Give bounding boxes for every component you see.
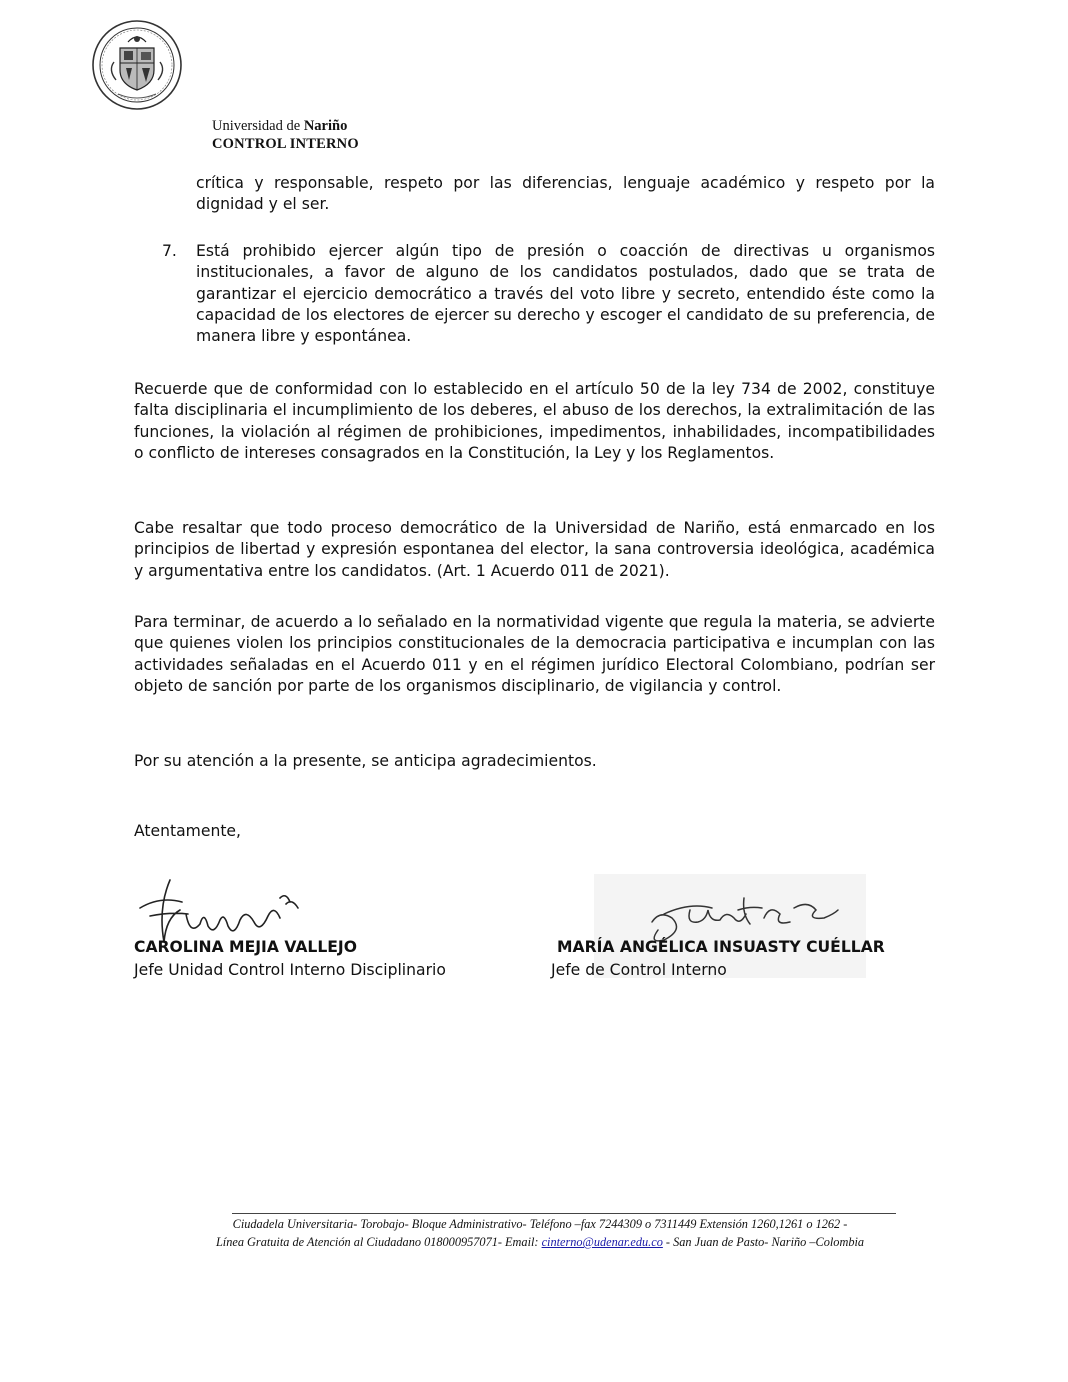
list-item-text: Está prohibido ejercer algún tipo de presión o coacción de directivas u organismos institucionales, a favor de alguno de los candidatos postulados, dado que se trata de garantizar el ejercicio democrático a través del voto libre y secreto, entendido éste como la capacidad de los electores de ejercer su derecho y escoger el candidato de su preferencia, de manera libre y espontánea. — [196, 242, 935, 346]
signer-2-name: MARÍA ANGÉLICA INSUASTY CUÉLLAR — [557, 938, 885, 956]
signer-1-name: CAROLINA MEJIA VALLEJO — [134, 938, 357, 956]
list-item-continuation: crítica y responsable, respeto por las diferencias, lenguaje académico y respeto por la dignidad y el ser. — [196, 174, 935, 214]
footer-hotline: Línea Gratuita de Atención al Ciudadano 018000957071- Email: — [215, 1235, 542, 1249]
handwritten-signature-1 — [130, 868, 310, 948]
footer-location: - San Juan de Pasto- Nariño –Colombia — [662, 1235, 865, 1249]
footer-email-link[interactable]: cinterno@udenar.edu.co — [541, 1235, 663, 1249]
footer-divider — [232, 1213, 896, 1214]
paragraph-democratic-process: Cabe resaltar que todo proceso democrático de la Universidad de Nariño, está enmarcado en los principios de libertad y expresión espontanea del elector, la sana controversia ideológica, académica y argumentativa entre los candidatos. (Art. 1 Acuerdo 011 de 2021). — [134, 519, 935, 580]
list-item-number: 7. — [162, 242, 177, 260]
signer-1-role: Jefe Unidad Control Interno Disciplinario — [134, 961, 446, 979]
institution-prefix: Universidad de — [212, 118, 304, 134]
footer-contact — [140, 1235, 940, 1250]
paragraph-sanctions: Para terminar, de acuerdo a lo señalado en la normatividad vigente que regula la materia, se advierte que quienes violen los principios constitucionales de la democracia participativa e incumplan con las actividades señaladas en el Acuerdo 011 y en el régimen jurídico Electoral Colombiano, podrían ser objeto de sanción por parte de los organismos disciplinario, de vigilancia y control. — [134, 613, 935, 695]
signer-2-role: Jefe de Control Interno — [551, 961, 727, 979]
list-item-7 — [162, 241, 935, 347]
department-name: CONTROL INTERNO — [212, 136, 359, 152]
paragraph-thanks: Por su atención a la presente, se anticipa agradecimientos. — [134, 752, 597, 770]
closing-salutation: Atentamente, — [134, 822, 241, 840]
paragraph-disciplinary-law: Recuerde que de conformidad con lo establecido en el artículo 50 de la ley 734 de 2002, constituye falta disciplinaria el incumplimiento de los deberes, el abuso de los derechos, la extralimitación de las funciones, la violación al régimen de prohibiciones, impedimentos, inhabilidades, incompatibilidades o conflicto de intereses consagrados en la Constitución, la Ley y los Reglamentos. — [134, 380, 935, 462]
institution-name: Nariño — [303, 118, 348, 134]
footer-address: Ciudadela Universitaria- Torobajo- Bloque Administrativo- Teléfono –fax 7244309 o 7311449 Extensión 1260,1261 o 1262 - — [232, 1217, 848, 1231]
university-seal-icon — [90, 18, 184, 112]
institution-header — [212, 117, 359, 153]
